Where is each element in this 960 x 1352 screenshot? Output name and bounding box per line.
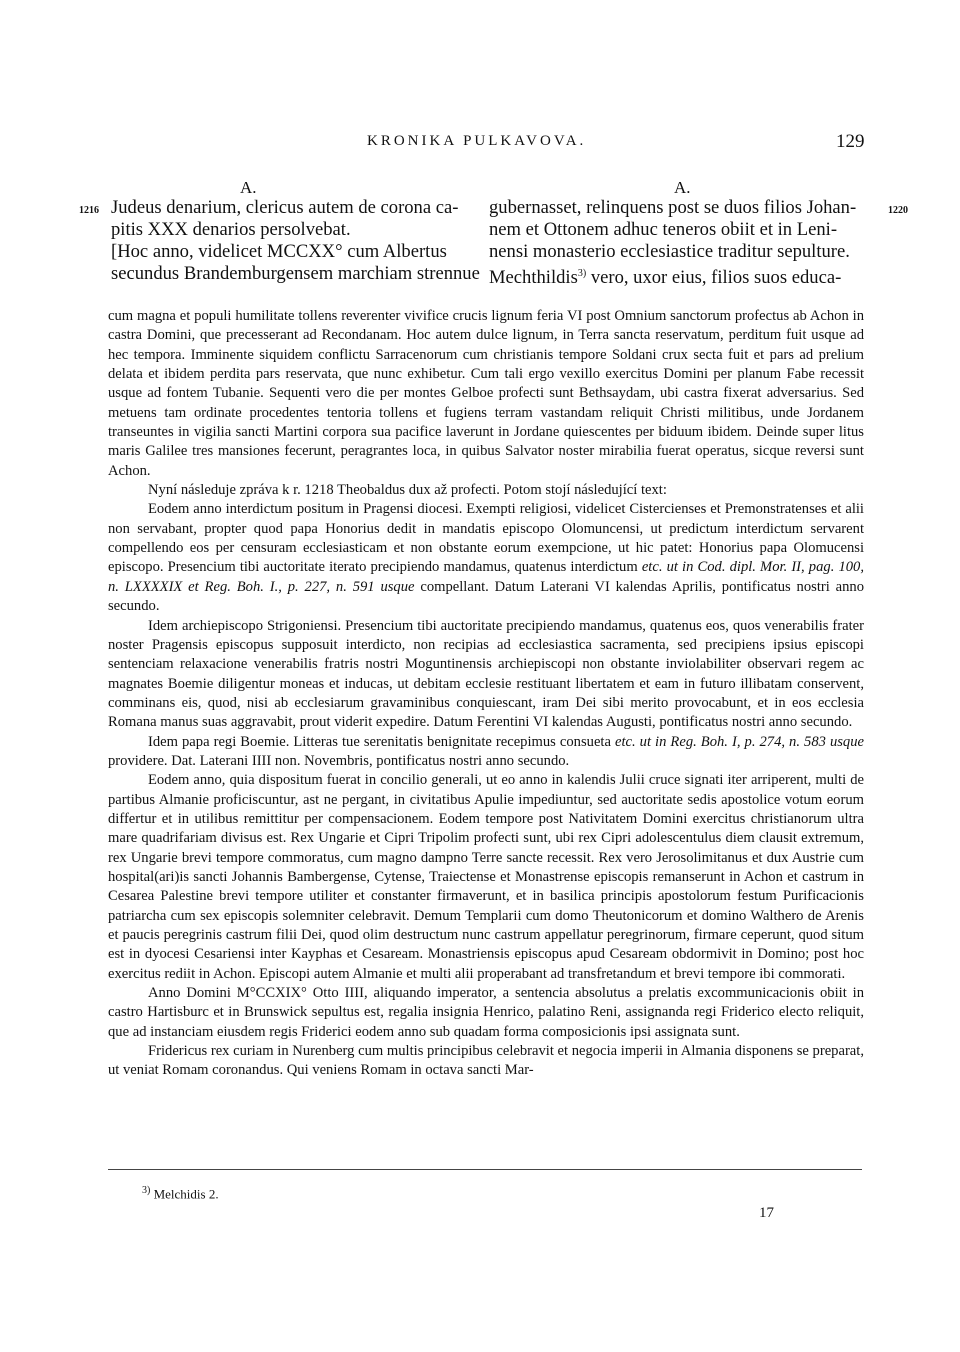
page-number: 129: [836, 131, 865, 152]
line-text: Mechthildis: [489, 267, 578, 289]
left-column-line: secundus Brandemburgensem marchiam strennue: [111, 263, 480, 284]
paragraph: cum magna et populi humilitate tollens reverenter vivifice crucis lignum feria VI post Omnium sanctorum profectus ab Achon in castra Domini, que precesserant ad Recondanam. Hoc autem dulce lignum, in Terra sancta reservatum, perditum fuit usque ad hec tempora. Imminente siquidem conflictu Sarracenorum cum christianis tempore Soldani crux secta fuit et pars ad prelium delata et ibidem perdita pars reservata, que nunc exhibetur. Cum tali ergo vexillo exercitus Domini per planum Fabe recessit usque ad fontem Tubanie. Sequenti vero die per montes Gelboe profecti sunt Bethsaydam, ubi castra fixerat adversarius. Sed metuens tam ordinate procedentes tentoria tollens et fugiens terram vastandam reliquit Christi militibus, unde Jordanem transeuntes in vigilia sancti Martini corpora sua pacifice laverunt in Jordane quiescentes per biduum ibidem. Deinde super litus maris Galilee tres mansiones fecerunt, peragrantes loca, in quibus Salvator noster mirabilia fuerat operatus, sicque reversi sunt Achon.: [108, 308, 864, 479]
paragraph: Eodem anno, quia dispositum fuerat in concilio generali, ut eo anno in kalendis Julii cruce signati iter arriperent, multi de partibus Almanie proficiscuntur, ast ne pergant, in civitatibus Apulie impediuntur, sed auctoritate sedis apostolice votum eorum differtur et in utilibus remittitur per compensacionem. Eodem tempore post Nativitatem Domini exercitus christianorum ultra mare quadrifariam divisus est. Rex Ungarie et Cipri Tripolim profecti sunt, ubi rex Cipri adolescentulus diem clausit extremum, rex Ungarie brevi tempore commoratus, cum magno dampno Terre sancte recessit. Rex vero Jerosolimitanus et dux Austrie cum hospital(ari)is sancti Johannis Bambergense, Cytense, Traiectense et Monastrense episcopis remanserunt in Achon et castrum in Cesarea Palestine brevi tempore utiliter et constanter firmaverunt, et in basilica principis apostolorum festum Purificacionis patriarcha cum sex episcopis solemniter celebravit. Demum Templarii cum domo Theutonicorum et domino Walthero de Arenis et paucis peregrinis castrum filii Dei, quod olim destructum nunc castrum appellatur peregrinorum, firmare ceperunt, quod situm est in dyocesi Cesariensi inter Kayphas et Cesaream. Monastriensis episcopus apud Cesaream obdormivit in Domino; post hoc exercitus rediit in Achon. Episcopi autem Almanie et multi alii properabant ad transfretandum et brevi tempore ibi commorati.: [108, 772, 864, 982]
footnote-text: Melchidis 2.: [150, 1186, 219, 1202]
footnote-rule: [108, 1169, 862, 1170]
right-column-text: [489, 197, 856, 289]
paragraph: Anno Domini M°CCXIX° Otto IIII, aliquando imperator, a sentencia absolutus a prelatis excommunicacionis obiit in castro Hartisburc et in Brunswick sepultus est, regalia insignia Henrico, palatino Reni, assignanda regi Friderico electo reliquit, que ad instanciam eiusdem regis Friderici eodem anno sub quadam forma composicionis ipsi assignata sunt.: [108, 985, 864, 1040]
text-run: compellant. Datum Laterani VI kalendas Aprilis, pontificatus nostri anno secundo.: [108, 578, 865, 615]
editorial-note: Nyní následuje zpráva k r. 1218 Theobaldus dux až profecti. Potom stojí následující text:: [148, 482, 667, 499]
left-column-line: [Hoc anno, videlicet MCCXX° cum Albertus: [111, 241, 447, 262]
text-run: Eodem anno interdictum positum in Pragensi diocesi. Exempti religiosi, videlicet Cistercienses et Premonstratenses et alii non servabant, propter quod papa Honorius dedit in mandatis episcopo Olomuncensi, ut predictum interdictum servarent compellendo eos per censuram ecclesiasticam et non obstante eorum exempcione, ut hic patet: Honorius papa Olomucensi episcopo. Presencium tibi auctoritate iterato precipiendo mandamus, quatenus interdictum: [108, 501, 864, 576]
running-title: KRONIKA PULKAVOVA.: [367, 133, 587, 149]
text-run: Idem papa regi Boemie. Litteras tue serenitatis benignitate recepimus consueta: [148, 733, 615, 750]
line-text: vero, uxor eius, filios suos educa-: [586, 267, 842, 289]
paragraph: Idem archiepiscopo Strigoniensi. Presencium tibi auctoritate precipiendo mandamus, quatenus eos, quos venerabilis frater noster Pragensis episcopus supposuit interdicto, non recipias ad ecclesiastica sacramenta, sed precipiens ipsius episcopi sentenciam relaxacione venerabilis fratris nostri Moguntinensis archiepiscopi non obstante inviolabiliter observari regem ac magnates Boemie diligentur moneas et inducas, ut debitam ecclesie restituant libertatem et eam in futuro illibatam conservent, comminans eis, quod, nisi ab ecclesiarum gravaminibus conquiescant, iram Dei sibi merito provocabunt, et in eos ecclesia Romana manus suas aggravabit, prout viderit expedire. Datum Ferentini VI kalendas Augusti, pontificatus nostri anno secundo.: [108, 617, 864, 731]
left-column-line: Judeus denarium, clericus autem de corona ca-: [111, 197, 459, 218]
left-column-line: pitis XXX denarios persolvebat.: [111, 219, 351, 240]
right-column-line: nem et Ottonem adhuc teneros obiit et in Leni-: [489, 219, 838, 240]
paragraph: Fridericus rex curiam in Nurenberg cum multis principibus celebravit et negocia imperii in Almania disponens se preparat, ut veniat Romam coronandus. Qui veniens Romam in octava sancti Mar-: [108, 1043, 864, 1079]
page-header: [0, 133, 960, 155]
margin-year-left: 1216: [79, 205, 99, 216]
sheet-number: 17: [759, 1205, 774, 1221]
left-column-text: [111, 197, 480, 285]
main-text: [108, 307, 864, 1081]
right-column-line: nensi monasterio ecclesiastice traditur sepulture.: [489, 241, 850, 262]
left-column-heading: A.: [240, 178, 257, 197]
right-column-line: gubernasset, relinquens post se duos filios Johan-: [489, 197, 857, 218]
citation: etc. ut in Cod. dipl. Mor. II, pag. 100, n. LXXXXIX et Reg. Boh. I., p. 227, n. 591 usque: [108, 559, 864, 595]
right-column-heading: A.: [674, 178, 691, 197]
margin-year-right: 1220: [888, 205, 908, 216]
paragraph: [108, 500, 864, 616]
footnote: [142, 1185, 219, 1202]
footnote-ref: 3): [577, 268, 587, 279]
text-run: providere. Dat. Laterani IIII non. Novembris, pontificatus nostri anno secundo.: [108, 752, 570, 769]
citation: etc. ut in Reg. Boh. I, p. 274, n. 583 usque: [614, 733, 864, 750]
right-column-line: [489, 263, 856, 289]
footnote-mark: 3): [142, 1185, 151, 1196]
paragraph: [108, 733, 864, 772]
